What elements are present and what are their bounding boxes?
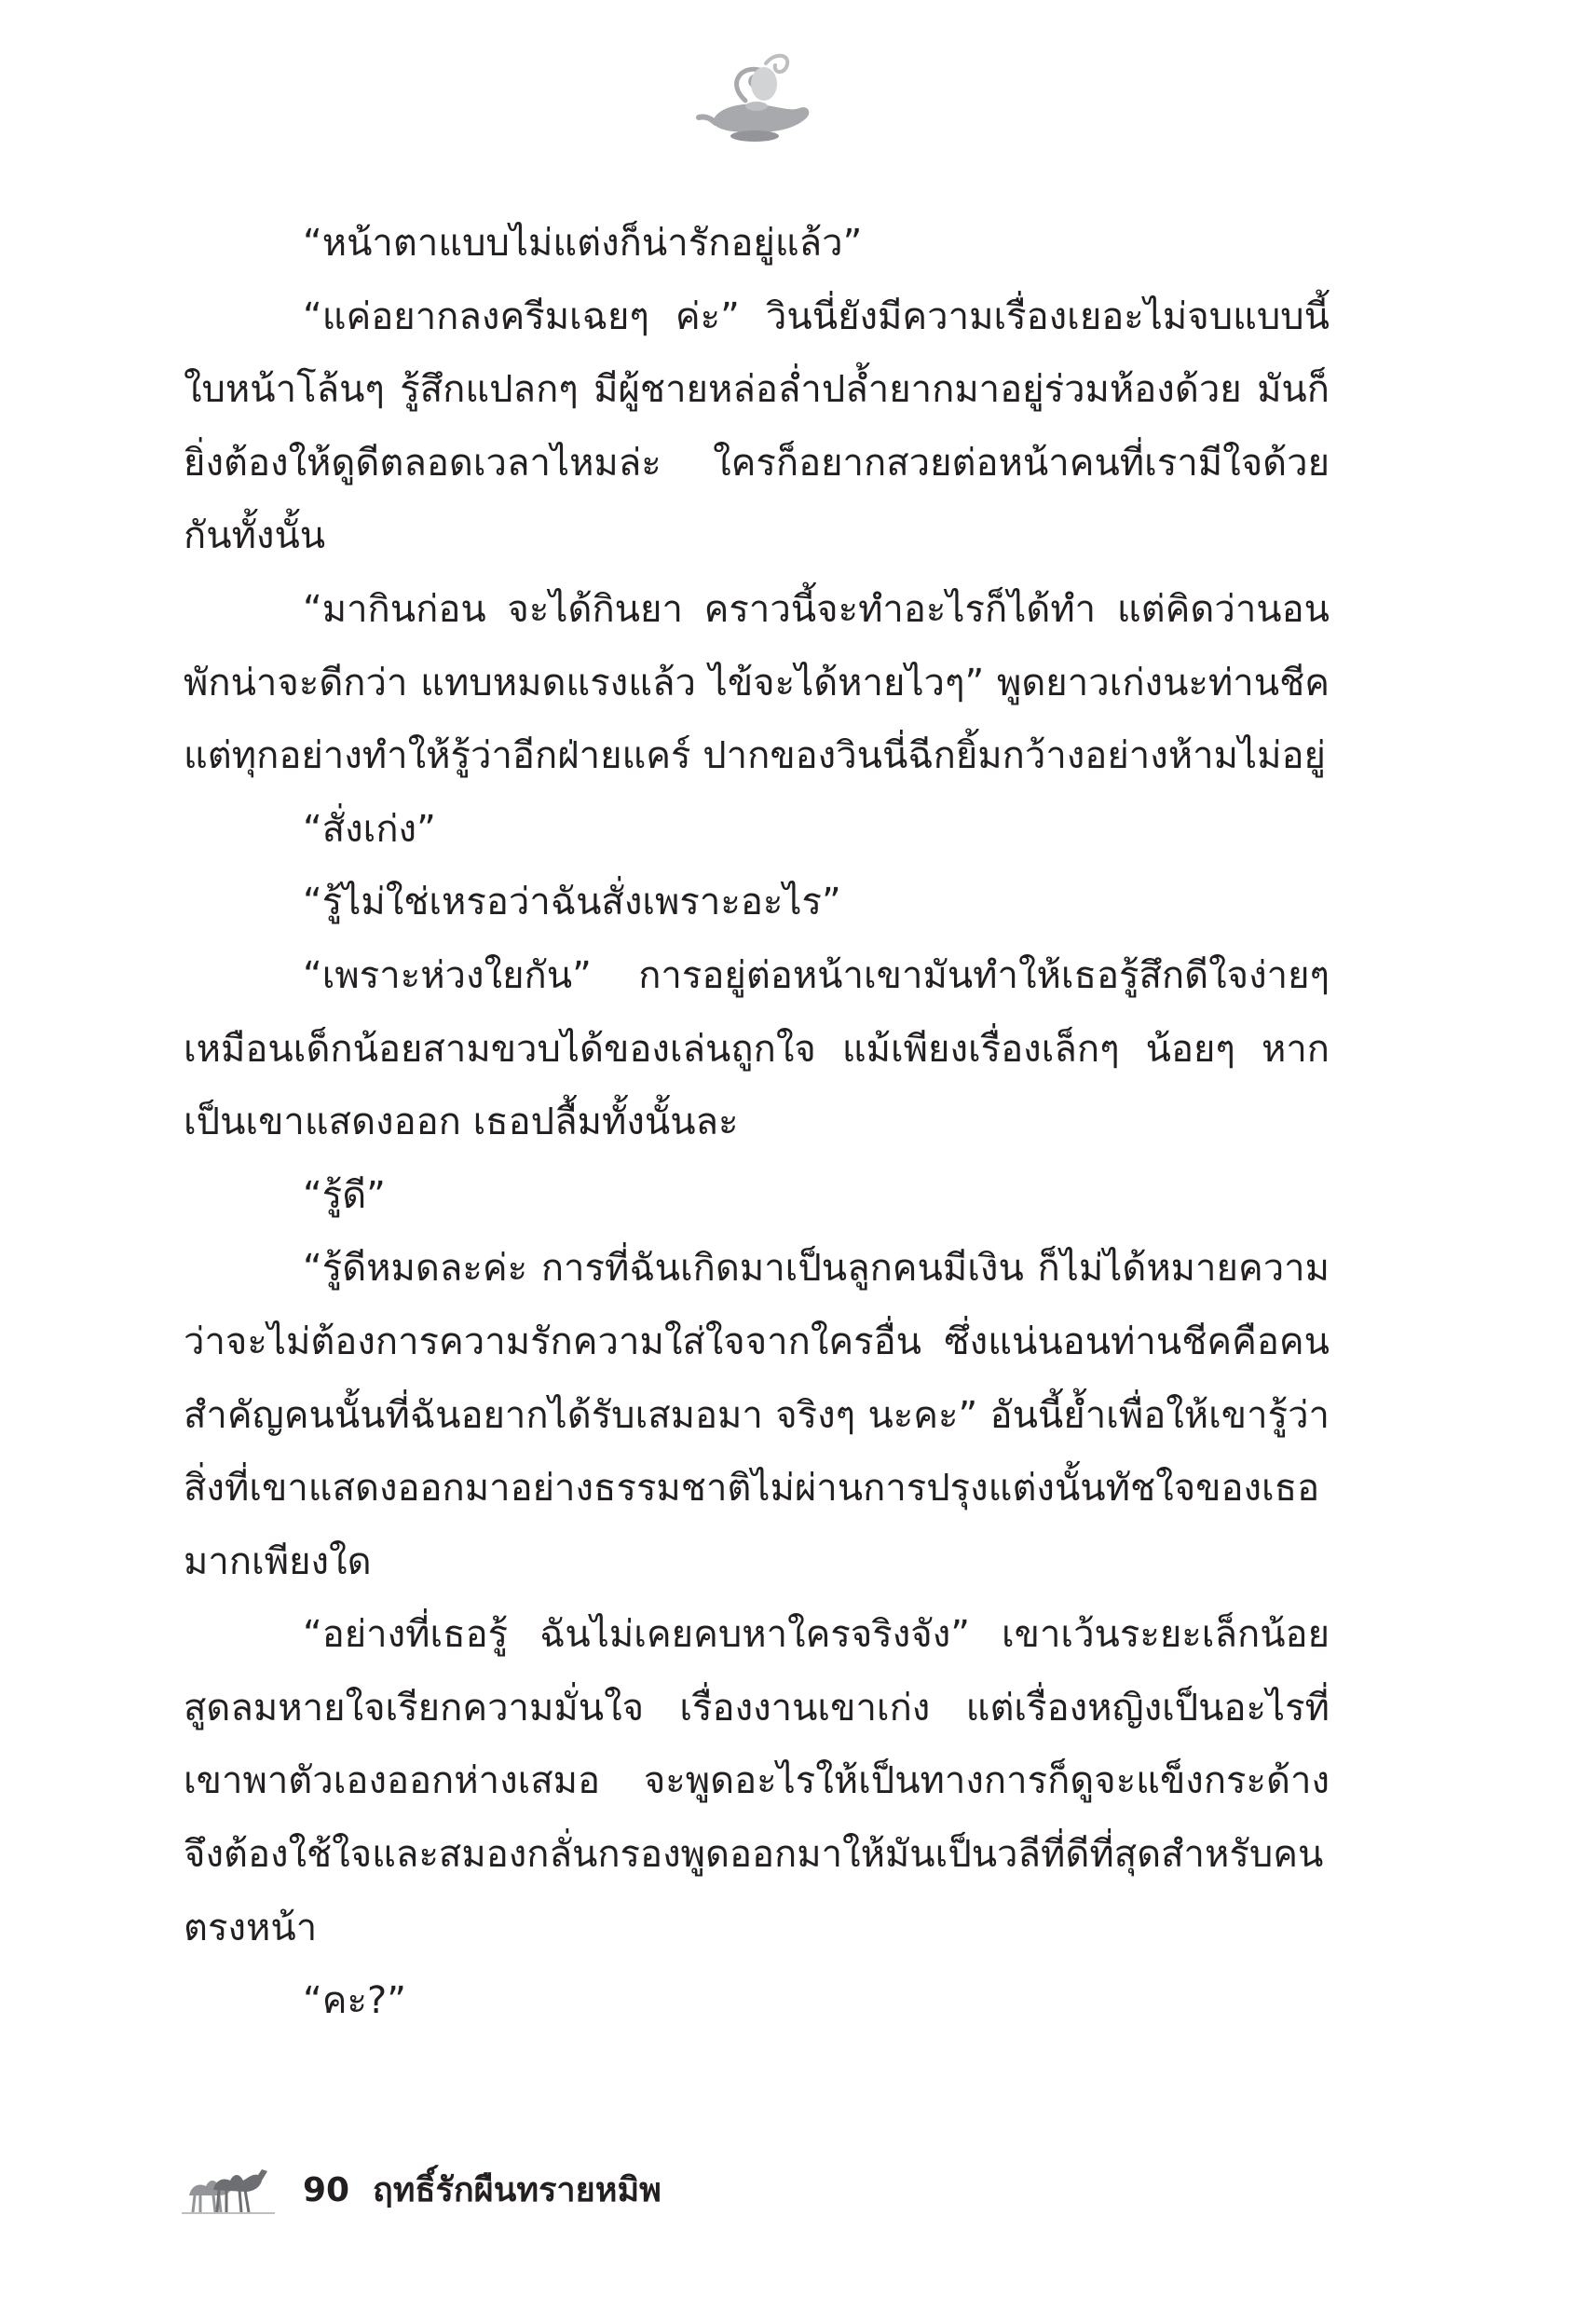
page-number: 90 [303,2171,350,2209]
paragraph: “เพราะห่วงใยกัน” การอยู่ต่อหน้าเขามันทำให้เธอรู้สึกดีใจง่ายๆ เหมือนเด็กน้อยสามขวบได้ของเล่นถูกใจ แม้เพียงเรื่องเล็กๆ น้อยๆ หากเป็นเขาแสดงออก เธอปลื้มทั้งนั้นละ [184,953,1330,1144]
body-text [184,207,1330,2038]
paragraph: “รู้ดี” [303,1173,386,1217]
paragraph: “รู้ดีหมดละค่ะ การที่ฉันเกิดมาเป็นลูกคนมีเงิน ก็ไม่ได้หมายความว่าจะไม่ต้องการความรักความใส่ใจจากใครอื่น ซึ่งแน่นอนท่านชีคคือคนสำคัญคนนั้นที่ฉันอยากได้รับเสมอมา จริงๆ นะคะ” อันนี้ย้ำเพื่อให้เขารู้ว่าสิ่งที่เขาแสดงออกมาอย่างธรรมชาติไม่ผ่านการปรุงแต่งนั้นทัชใจของเธอมากเพียงใด [184,1247,1330,1583]
paragraph: “คะ?” [303,1979,406,2023]
camel-icon [182,2160,275,2216]
page-footer [182,2160,927,2225]
book-title: ฤทธิ์รักผืนทรายหมิพ [373,2171,662,2209]
paragraph: “สั่งเก่ง” [303,807,436,851]
paragraph: “แค่อยากลงครีมเฉยๆ ค่ะ” วินนี่ยังมีความเรื่องเยอะไม่จบแบบนี้ใบหน้าโล้นๆ รู้สึกแปลกๆ มีผู้ชายหล่อล่ำปล้ำยากมาอยู่ร่วมห้องด้วย มันก็ยิ่งต้องให้ดูดีตลอดเวลาไหมล่ะ ใครก็อยากสวยต่อหน้าคนที่เรามีใจด้วยกันทั้งนั้น [184,294,1330,558]
paragraph: “มากินก่อน จะได้กินยา คราวนี้จะทำอะไรก็ได้ทำ แต่คิดว่านอนพักน่าจะดีกว่า แทบหมดแรงแล้ว ไข้จะได้หายไวๆ” พูดยาวเก่งนะท่านชีค แต่ทุกอย่างทำให้รู้ว่าอีกฝ่ายแคร์ ปากของวินนี่ฉีกยิ้มกว้างอย่างห้ามไม่อยู่ [184,587,1330,778]
paragraph: “อย่างที่เธอรู้ ฉันไม่เคยคบหาใครจริงจัง” เขาเว้นระยะเล็กน้อยสูดลมหายใจเรียกความมั่นใจ เรื่องงานเขาเก่ง แต่เรื่องหญิงเป็นอะไรที่เขาพาตัวเองออกห่างเสมอ จะพูดอะไรให้เป็นทางการก็ดูจะแข็งกระด้างจึงต้องใช้ใจและสมองกลั่นกรองพูดออกมาให้มันเป็นวลีที่ดีที่สุดสำหรับคนตรงหน้า [184,1613,1330,1949]
paragraph: “หน้าตาแบบไม่แต่งก็น่ารักอยู่แล้ว” [303,222,863,265]
paragraph: “รู้ไม่ใช่เหรอว่าฉันสั่งเพราะอะไร” [303,881,841,924]
genie-lamp-icon [689,47,820,149]
